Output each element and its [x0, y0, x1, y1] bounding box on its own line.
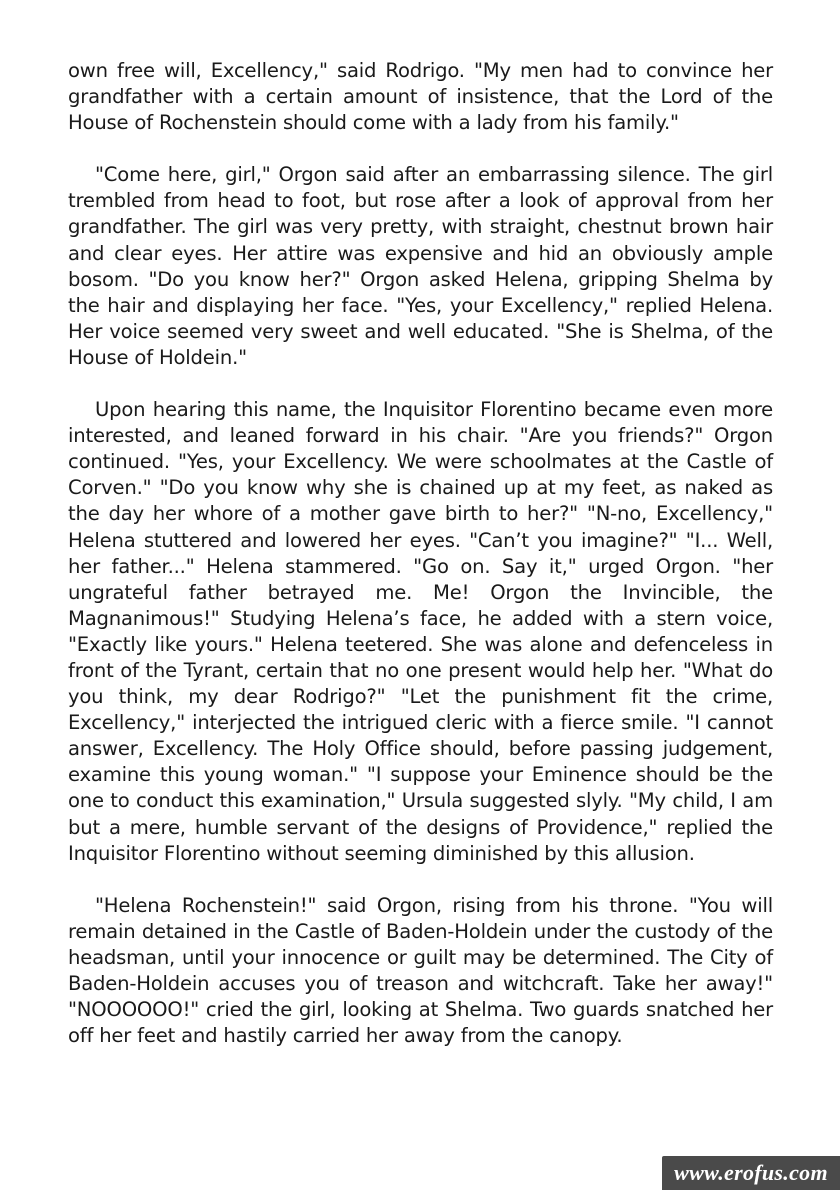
- site-watermark: www.erofus.com: [662, 1156, 840, 1190]
- paragraph-4: "Helena Rochenstein!" said Orgon, rising from his throne. "You will remain detained in the Castle of Baden-Holdein under the custody of the headsman, until your innocence or guilt may be determined. The City of Baden-Holdein accuses you of treason and witchcraft. Take her away!" "NOOOOOO!" cried the girl, looking at Shelma. Two guards snatched her off her feet and hastily carried her away from the canopy.: [68, 893, 773, 1048]
- paragraph-2: "Come here, girl," Orgon said after an embarrassing silence. The girl trembled from head to foot, but rose after a look of approval from her grandfather. The girl was very pretty, with straight, chestnut brown hair and clear eyes. Her attire was expensive and hid an obviously ample bosom. "Do you know her?" Orgon asked Helena, gripping Shelma by the hair and displaying her face. "Yes, your Excellency," replied Helena. Her voice seemed very sweet and well educated. "She is Shelma, of the House of Holdein.": [68, 163, 773, 369]
- paragraph-3: Upon hearing this name, the Inquisitor Florentino became even more interested, and leaned forward in his chair. "Are you friends?" Orgon continued. "Yes, your Excellency. We were schoolmates at the Castle of Corven." "Do you know why she is chained up at my feet, as naked as the day her whore of a mother gave birth to her?" "N-no, Excellency," Helena stuttered and lowered her eyes. "Can’t you imagine?" "I... Well, her father..." Helena stammered. "Go on. Say it," urged Orgon. "her ungrateful father betrayed me. Me! Orgon the Invincible, the Magnanimous!" Studying Helena’s face, he added with a stern voice, "Exactly like yours." Helena teetered. She was alone and defenceless in front of the Tyrant, certain that no one present would help her. "What do you think, my dear Rodrigo?" "Let the punishment fit the crime, Excellency," interjected the intrigued cleric with a fierce smile. "I cannot answer, Excellency. The Holy Office should, before passing judgement, examine this young woman." "I suppose your Eminence should be the one to conduct this examination," Ursula suggested slyly. "My child, I am but a mere, humble servant of the designs of Providence," replied the Inquisitor Florentino without seeming diminished by this allusion.: [68, 398, 773, 865]
- page-text: [68, 58, 773, 1075]
- paragraph-1: own free will, Excellency," said Rodrigo. "My men had to convince her grandfather with a certain amount of insistence, that the Lord of the House of Rochenstein should come with a lady from his family.": [68, 59, 773, 135]
